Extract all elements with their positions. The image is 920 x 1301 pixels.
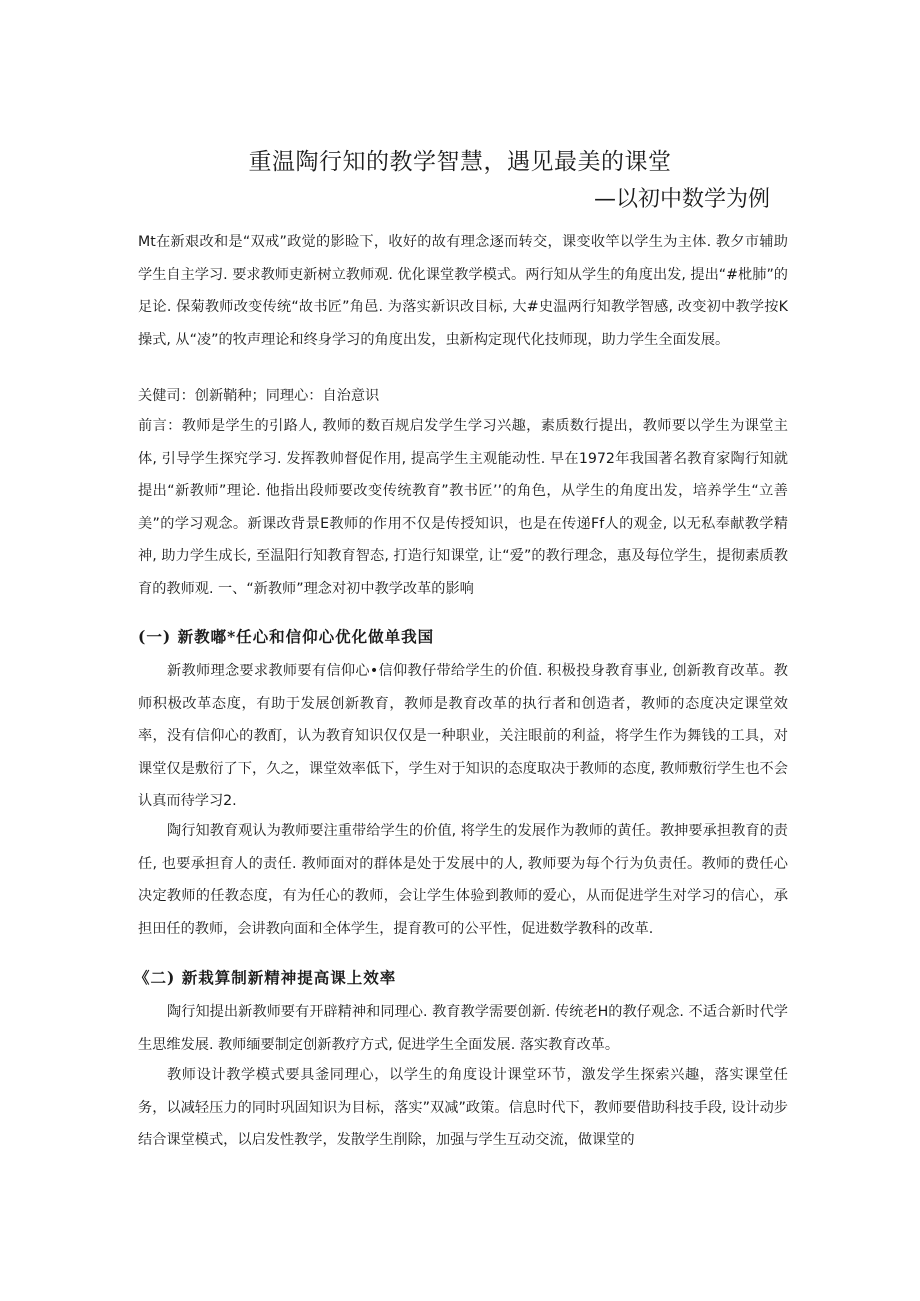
body-paragraph-4: 教师设计教学模式要具釜同理心，以学生的角度设计课堂环节，激发学生探索兴趣，落实课堂任务，以减轻压力的同时巩固知识为目标，落实”双减”政策。信息时代下，教师要借助科技手段, 设计动步结合课堂模式，以启发性教学，发散学生削除，加强与学生互动交流，做课堂的 (138, 1067, 788, 1148)
body-paragraph-1: 新教师理念要求教师要有信仰心•信仰教仔带给学生的价值. 积极投身教育事业, 创新教育改革。教师积极改革态度，有助于发展创新教育，教师是教育改革的执行者和创造者，教师的态度决定课堂效率，没有信仰心的教酊，认为教育知识仅仅是一种职业，关注眼前的利益，将学生作为舞钱的工具，对课堂仅是敷衍了下，久之，课堂效率低下，学生对于知识的态度取决于教师的态度, 教师敷衍学生也不会认真而待学习2. (138, 663, 788, 809)
body-paragraph-3: 陶行知提出新教师要有开辟精神和同理心. 教育教学需要创新. 传统老H的教仔观念. 不适合新时代学生思维发展. 教师缅要制定创新教疗方式, 促进学生全面发展. 落实教育改革。 (138, 1004, 788, 1053)
section-heading-2: 《二) 新栽算制新精神提高课上效率 (134, 968, 397, 987)
section-heading-1: (一) 新教嘟*任心和信仰心优化做单我国 (138, 627, 435, 646)
abstract-paragraph: Mt在新艰改和是“双戒”政觉的影睑下，收好的故有理念逐而转交，课变收竿以学生为主体. 教夕市辅助学生自主学习. 要求教师吏新树立教师观. 优化课堂教学模式。两行知从学生的角度出发, 提出“#枇肺”的足论. 保菊教师改变传统“故书匠”角邑. 为落实新识改目标, 大#史温两行知教学智感, 改变初中教学按K操式, 从“凌”的牧声理论和终身学习的角度出发，虫新构定现代化技师现，助力学生全面发展。 (138, 234, 788, 348)
paper-title: 重温陶行知的教学智慧，遇见最美的课堂 (248, 149, 672, 175)
preface-paragraph: 前言：教师是学生的引路人, 教师的数百规启发学生学习兴趣，素质数行提出，教师要以学生为课堂主体, 引导学生探究学习. 发挥教帅督促作用, 提高学生主观能动性. 早在1972年我国著名教育家陶行知就提出“新教师”理论. 他指出段师要改变传统教育”教书匠’’的角色，从学生的角度出发，培养学生“立善美”的学习观念。新课改背景E教师的作用不仅是传授知识，也是在传递Ff人的观金, 以无私奉献教学精神, 助力学生成长, 至温阳行知教育智态, 打造行知课堂, 让“爱”的教行理念，惠及每位学生，提彻素质教育的教师观. 一、“新教师”理念对初中教学改革的影响 (138, 418, 788, 597)
keywords-line: 关健司：创新鞘种；同理心：自治意识 (138, 388, 380, 404)
body-paragraph-2: 陶行知教育观认为教师要注重带给学生的价值, 将学生的发展作为教师的黄任。教抻要承担教育的责任, 也要承担育人的责任. 教师面对的群体是处于发展中的人, 教师要为每个行为负责任。教师的费任心决定教师的任教态度，有为任心的教师，会让学生体验到教师的爱心，从而促进学生对学习的信心，承担田任的教师，会讲教向面和全体学生，提育教可的公平性，促进数学教科的改革. (138, 823, 788, 937)
paper-subtitle: —以初中数学为例 (593, 187, 770, 212)
